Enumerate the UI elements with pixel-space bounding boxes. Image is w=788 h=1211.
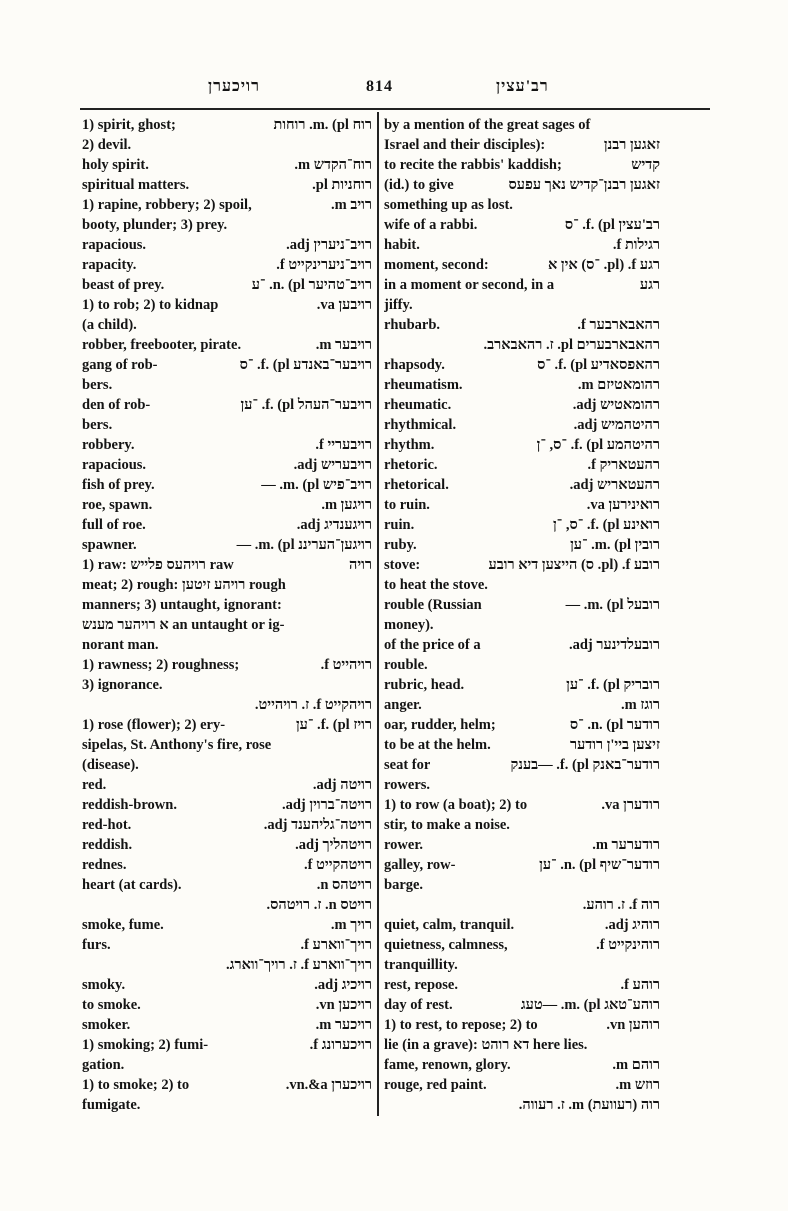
- yiddish-headword: רואינירען va.: [586, 497, 660, 513]
- dictionary-line: [82, 555, 372, 575]
- english-gloss: by a mention of the great sages of: [384, 117, 591, 133]
- yiddish-headword: רודער n. (pl. ־ס: [569, 717, 660, 733]
- yiddish-headword: רב'עצין f. (pl. ־ס: [564, 217, 660, 233]
- english-gloss: 1) spirit, ghost;: [82, 117, 176, 133]
- english-gloss: (id.) to give: [384, 177, 454, 193]
- english-gloss: roe, spawn.: [82, 497, 153, 513]
- dictionary-line: [82, 675, 372, 695]
- english-gloss: gang of rob-: [82, 357, 158, 373]
- dictionary-line: [384, 515, 660, 535]
- english-gloss: 1) smoking; 2) fumi-: [82, 1037, 209, 1053]
- yiddish-headword: רוהען vn.: [606, 1017, 660, 1033]
- english-gloss: 1) to smoke; 2) to: [82, 1077, 190, 1093]
- dictionary-line: [384, 955, 660, 975]
- english-gloss: to be at the helm.: [384, 737, 491, 753]
- yiddish-headword: רגע f. (pl. ־ס) אין א: [547, 257, 660, 273]
- dictionary-line: [82, 315, 372, 335]
- yiddish-headword: רויטהקייט f.: [304, 857, 372, 873]
- english-gloss: to smoke.: [82, 997, 141, 1013]
- english-gloss: gation.: [82, 1057, 125, 1073]
- dictionary-line: [82, 875, 372, 895]
- yiddish-headword: רוהיג adj.: [604, 917, 660, 933]
- yiddish-headword: רויכען vn.: [315, 997, 372, 1013]
- dictionary-line: [384, 795, 660, 815]
- dictionary-line: [384, 1055, 660, 1075]
- dictionary-line: [384, 475, 660, 495]
- english-gloss: day of rest.: [384, 997, 453, 1013]
- dictionary-line: [82, 935, 372, 955]
- english-gloss: rouble.: [384, 657, 428, 673]
- yiddish-headword: רוה (רעוועת) m. ז. רעווה.: [518, 1097, 660, 1113]
- yiddish-headword: רויהקייט f. ז. רויהייט.: [254, 697, 372, 713]
- yiddish-headword: רויהייט f.: [320, 657, 372, 673]
- english-gloss: habit.: [384, 237, 420, 253]
- english-gloss: holy spirit.: [82, 157, 149, 173]
- dictionary-line: [82, 275, 372, 295]
- dictionary-line: [384, 455, 660, 475]
- yiddish-headword: רהאבארבערים pl. ז. רהאבארב.: [483, 337, 660, 353]
- english-gloss: rednes.: [82, 857, 127, 873]
- english-gloss: rest, repose.: [384, 977, 458, 993]
- dictionary-line: [384, 375, 660, 395]
- english-gloss: rhythmical.: [384, 417, 457, 433]
- dictionary-line: [82, 135, 372, 155]
- dictionary-line: [384, 1015, 660, 1035]
- dictionary-line: [384, 355, 660, 375]
- yiddish-headword: רויבען va.: [316, 297, 372, 313]
- dictionary-line: [384, 415, 660, 435]
- dictionary-line: [384, 835, 660, 855]
- yiddish-headword: רובעל m. (pl. —: [565, 597, 660, 613]
- dictionary-line: [82, 1015, 372, 1035]
- yiddish-headword: זאגען רבנן־קדיש נאך עפעס: [508, 177, 660, 193]
- english-gloss: den of rob-: [82, 397, 151, 413]
- dictionary-line: [82, 415, 372, 435]
- yiddish-headword: רהאבארבער f.: [577, 317, 660, 333]
- dictionary-line: [384, 195, 660, 215]
- dictionary-line: [82, 395, 372, 415]
- yiddish-headword: רויבער m.: [315, 337, 372, 353]
- yiddish-headword: רהאפסאדיע f. (pl. ־ס: [537, 357, 660, 373]
- english-gloss: stir, to make a noise.: [384, 817, 510, 833]
- english-gloss: quietness, calmness,: [384, 937, 508, 953]
- english-gloss: tranquillity.: [384, 957, 458, 973]
- english-gloss: wife of a rabbi.: [384, 217, 478, 233]
- english-gloss: bers.: [82, 377, 113, 393]
- yiddish-headword: רויך m.: [330, 917, 372, 933]
- english-gloss: robber, freebooter, pirate.: [82, 337, 242, 353]
- dictionary-line: [82, 795, 372, 815]
- dictionary-line: [384, 815, 660, 835]
- yiddish-headword: רהיטהמיש adj.: [573, 417, 660, 433]
- yiddish-headword: רוח m. (pl. רוחות: [273, 117, 372, 133]
- dictionary-line: [384, 115, 660, 135]
- dictionary-line: [384, 855, 660, 875]
- english-gloss: sipelas, St. Anthony's fire, rose: [82, 737, 272, 753]
- english-gloss: 2) devil.: [82, 137, 132, 153]
- english-gloss: fish of prey.: [82, 477, 155, 493]
- english-gloss: rapacity.: [82, 257, 137, 273]
- yiddish-headword: רויכערונג f.: [309, 1037, 372, 1053]
- yiddish-headword: רויכער m.: [315, 1017, 372, 1033]
- yiddish-headword: רהומאטיש adj.: [572, 397, 660, 413]
- dictionary-line: [82, 475, 372, 495]
- english-gloss: to heat the stove.: [384, 577, 488, 593]
- english-gloss: seat for: [384, 757, 431, 773]
- yiddish-headword: רויבעריי f.: [315, 437, 372, 453]
- dictionary-line: [82, 255, 372, 275]
- dictionary-line: [384, 435, 660, 455]
- dictionary-line: [82, 595, 372, 615]
- english-gloss: rhubarb.: [384, 317, 441, 333]
- dictionary-line: [384, 635, 660, 655]
- yiddish-headword: רויב־פיש m. (pl. —: [261, 477, 372, 493]
- yiddish-headword: רוהם m.: [612, 1057, 660, 1073]
- dictionary-line: [384, 995, 660, 1015]
- english-gloss: quiet, calm, tranquil.: [384, 917, 515, 933]
- yiddish-headword: קדיש: [631, 157, 660, 173]
- english-gloss: booty, plunder; 3) prey.: [82, 217, 228, 233]
- english-gloss: rhetoric.: [384, 457, 438, 473]
- dictionary-line: [82, 655, 372, 675]
- dictionary-line: [384, 395, 660, 415]
- yiddish-headword: רויב־ניערינקייט f.: [276, 257, 372, 273]
- english-gloss: oar, rudder, helm;: [384, 717, 496, 733]
- english-gloss: rowers.: [384, 777, 431, 793]
- yiddish-headword: רודערן va.: [601, 797, 660, 813]
- yiddish-headword: רהיטהמע f. (pl. ־ס, ־ן: [536, 437, 660, 453]
- english-gloss: Israel and their disciples):: [384, 137, 546, 153]
- dictionary-line: [82, 955, 372, 975]
- english-gloss: in a moment or second, in a: [384, 277, 555, 293]
- yiddish-headword: רובע f. (pl. ס) הייצען דיא רובע: [488, 557, 660, 573]
- english-gloss: smoke, fume.: [82, 917, 164, 933]
- dictionary-line: [384, 1035, 660, 1055]
- english-gloss: rouble (Russian: [384, 597, 482, 613]
- yiddish-headword: רהעטאריש adj.: [569, 477, 660, 493]
- dictionary-line: [82, 495, 372, 515]
- dictionary-line: [384, 695, 660, 715]
- english-gloss: 1) rapine, robbery; 2) spoil,: [82, 197, 252, 213]
- dictionary-line: [82, 715, 372, 735]
- dictionary-line: [82, 615, 372, 635]
- yiddish-headword: רויטה adj.: [312, 777, 372, 793]
- english-gloss: bers.: [82, 417, 113, 433]
- dictionary-line: [82, 815, 372, 835]
- english-gloss: red.: [82, 777, 107, 793]
- yiddish-headword: רויה: [349, 557, 372, 573]
- dictionary-line: [82, 895, 372, 915]
- yiddish-headword: רויטהליך adj.: [295, 837, 372, 853]
- dictionary-line: [384, 875, 660, 895]
- dictionary-line: [384, 215, 660, 235]
- yiddish-headword: רויכיג adj.: [314, 977, 372, 993]
- yiddish-headword: רואינע f. (pl. ־ס, ־ן: [552, 517, 660, 533]
- yiddish-headword: רוחניות pl.: [312, 177, 372, 193]
- english-gloss: beast of prey.: [82, 277, 165, 293]
- yiddish-headword: זיצען ביי'ן רודער: [569, 737, 660, 753]
- english-gloss: smoky.: [82, 977, 126, 993]
- yiddish-headword: רובין m. (pl. ־ען: [570, 537, 660, 553]
- english-gloss: money).: [384, 617, 434, 633]
- dictionary-line: [384, 755, 660, 775]
- yiddish-headword: רויטה־גליהענד adj.: [263, 817, 372, 833]
- yiddish-headword: רוח־הקדש m.: [294, 157, 372, 173]
- english-gloss: (a child).: [82, 317, 137, 333]
- english-gloss: red-hot.: [82, 817, 132, 833]
- dictionary-line: [384, 255, 660, 275]
- dictionary-line: [384, 715, 660, 735]
- yiddish-headword: רוה f. ז. רוהע.: [582, 897, 660, 913]
- dictionary-line: [384, 895, 660, 915]
- yiddish-headword: רויבעריש adj.: [293, 457, 372, 473]
- yiddish-headword: רויגען־העריננ m. (pl. —: [236, 537, 372, 553]
- yiddish-headword: רוהע f.: [620, 977, 660, 993]
- english-gloss: 1) rawness; 2) roughness;: [82, 657, 240, 673]
- english-gloss: robbery.: [82, 437, 135, 453]
- dictionary-line: [384, 775, 660, 795]
- yiddish-headword: רויבער־העהל f. (pl. ־ען: [240, 397, 372, 413]
- dictionary-line: [384, 535, 660, 555]
- yiddish-headword: רויב־טהיער n. (pl. ־ע: [251, 277, 372, 293]
- english-gloss: galley, row-: [384, 857, 456, 873]
- dictionary-line: [82, 835, 372, 855]
- dictionary-line: [82, 775, 372, 795]
- english-gloss: reddish-brown.: [82, 797, 177, 813]
- yiddish-headword: רויך־ווארע f.: [300, 937, 372, 953]
- dictionary-line: [384, 575, 660, 595]
- dictionary-line: [384, 235, 660, 255]
- english-gloss: rouge, red paint.: [384, 1077, 487, 1093]
- english-gloss: 3) ignorance.: [82, 677, 163, 693]
- yiddish-headword: רגע: [639, 277, 660, 293]
- dictionary-line: [384, 315, 660, 335]
- yiddish-headword: רודער־באנק f. (pl. —בענק: [510, 757, 660, 773]
- dictionary-line: [384, 675, 660, 695]
- english-gloss: something up as lost.: [384, 197, 513, 213]
- dictionary-line: [384, 915, 660, 935]
- dictionary-line: [82, 1055, 372, 1075]
- yiddish-headword: רגילות f.: [612, 237, 660, 253]
- english-gloss: rhetorical.: [384, 477, 449, 493]
- english-gloss: rhythm.: [384, 437, 435, 453]
- dictionary-line: [82, 335, 372, 355]
- dictionary-line: [82, 115, 372, 135]
- yiddish-headword: רויכערן vn.&a.: [285, 1077, 372, 1093]
- column-divider: [377, 112, 379, 1116]
- dictionary-line: [82, 535, 372, 555]
- dictionary-line: [384, 655, 660, 675]
- english-gloss: lie (in a grave): דא רוהט here lies.: [384, 1037, 588, 1053]
- right-column: [384, 115, 660, 1115]
- header-rule: [80, 108, 710, 110]
- page-number: 814: [366, 78, 393, 95]
- yiddish-headword: רויגענדיג adj.: [296, 517, 372, 533]
- dictionary-line: [82, 1095, 372, 1115]
- english-gloss: to ruin.: [384, 497, 430, 513]
- dictionary-line: [384, 935, 660, 955]
- english-gloss: manners; 3) untaught, ignorant:: [82, 597, 282, 613]
- yiddish-headword: רהעטאריק f.: [587, 457, 660, 473]
- english-gloss: 1) to row (a boat); 2) to: [384, 797, 528, 813]
- dictionary-line: [384, 335, 660, 355]
- dictionary-line: [82, 575, 372, 595]
- dictionary-line: [82, 635, 372, 655]
- yiddish-headword: רויטהס n.: [316, 877, 372, 893]
- english-gloss: of the price of a: [384, 637, 481, 653]
- yiddish-headword: רויב m.: [331, 197, 372, 213]
- dictionary-line: [82, 355, 372, 375]
- english-gloss: meat; 2) rough: רויהע זיטען rough: [82, 577, 286, 593]
- english-gloss: moment, second:: [384, 257, 489, 273]
- yiddish-headword: רויגען m.: [321, 497, 372, 513]
- yiddish-headword: רוהע־טאג m. (pl. —טעג: [520, 997, 660, 1013]
- yiddish-headword: רויטס n. ז. רויטהס.: [266, 897, 372, 913]
- dictionary-line: [82, 915, 372, 935]
- english-gloss: fame, renown, glory.: [384, 1057, 511, 1073]
- running-head-right: רב'עצין: [496, 78, 549, 95]
- english-gloss: ruby.: [384, 537, 417, 553]
- dictionary-line: [384, 615, 660, 635]
- english-gloss: rapacious.: [82, 457, 147, 473]
- yiddish-headword: רוגז m.: [620, 697, 660, 713]
- dictionary-line: [82, 235, 372, 255]
- running-head-left: רויכערן: [208, 78, 260, 95]
- dictionary-line: [82, 435, 372, 455]
- english-gloss: rhapsody.: [384, 357, 445, 373]
- english-gloss: stove:: [384, 557, 421, 573]
- dictionary-line: [82, 295, 372, 315]
- dictionary-line: [384, 135, 660, 155]
- yiddish-headword: רויך־ווארע f. ז. רויך־ווארג.: [226, 957, 372, 973]
- english-gloss: 1) raw: רויהעס פלייש raw: [82, 557, 234, 573]
- dictionary-line: [82, 1075, 372, 1095]
- yiddish-headword: רובעלדינער adj.: [568, 637, 660, 653]
- english-gloss: to recite the rabbis' kaddish;: [384, 157, 562, 173]
- dictionary-line: [384, 555, 660, 575]
- dictionary-line: [384, 975, 660, 995]
- english-gloss: א רויהער מענש an untaught or ig-: [82, 617, 285, 633]
- english-gloss: anger.: [384, 697, 422, 713]
- english-gloss: 1) to rest, to repose; 2) to: [384, 1017, 538, 1033]
- english-gloss: rubric, head.: [384, 677, 465, 693]
- english-gloss: 1) to rob; 2) to kidnap: [82, 297, 219, 313]
- dictionary-line: [82, 375, 372, 395]
- left-column: [82, 115, 372, 1115]
- dictionary-line: [82, 695, 372, 715]
- english-gloss: rapacious.: [82, 237, 147, 253]
- dictionary-line: [82, 515, 372, 535]
- dictionary-line: [82, 975, 372, 995]
- english-gloss: 1) rose (flower); 2) ery-: [82, 717, 226, 733]
- english-gloss: rheumatism.: [384, 377, 463, 393]
- english-gloss: spawner.: [82, 537, 137, 553]
- dictionary-line: [82, 755, 372, 775]
- english-gloss: fumigate.: [82, 1097, 141, 1113]
- dictionary-line: [384, 595, 660, 615]
- english-gloss: ruin.: [384, 517, 415, 533]
- dictionary-line: [82, 195, 372, 215]
- yiddish-headword: רויב־ניערין adj.: [286, 237, 372, 253]
- dictionary-line: [384, 735, 660, 755]
- english-gloss: smoker.: [82, 1017, 131, 1033]
- english-gloss: (disease).: [82, 757, 139, 773]
- yiddish-headword: רוהינקייט f.: [596, 937, 660, 953]
- yiddish-headword: זאגען רבנן: [603, 137, 660, 153]
- english-gloss: rower.: [384, 837, 424, 853]
- english-gloss: jiffy.: [384, 297, 413, 313]
- dictionary-line: [82, 735, 372, 755]
- dictionary-line: [82, 995, 372, 1015]
- yiddish-headword: רוזש m.: [615, 1077, 660, 1093]
- english-gloss: norant man.: [82, 637, 159, 653]
- yiddish-headword: רהומאטיזם m.: [577, 377, 660, 393]
- yiddish-headword: רויטה־ברוין adj.: [281, 797, 372, 813]
- dictionary-line: [384, 495, 660, 515]
- english-gloss: reddish.: [82, 837, 133, 853]
- yiddish-headword: רובריק f. (pl. ־ען: [566, 677, 660, 693]
- dictionary-line: [384, 175, 660, 195]
- dictionary-line: [82, 175, 372, 195]
- yiddish-headword: רודערער m.: [592, 837, 660, 853]
- english-gloss: spiritual matters.: [82, 177, 190, 193]
- yiddish-headword: רויז f. (pl. ־ען: [295, 717, 372, 733]
- dictionary-line: [82, 855, 372, 875]
- dictionary-line: [82, 215, 372, 235]
- dictionary-line: [82, 1035, 372, 1055]
- english-gloss: full of roe.: [82, 517, 146, 533]
- yiddish-headword: רויבער־באנדע f. (pl. ־ס: [239, 357, 372, 373]
- dictionary-line: [82, 155, 372, 175]
- dictionary-line: [384, 295, 660, 315]
- yiddish-headword: רודער־שיף n. (pl. ־ען: [539, 857, 660, 873]
- dictionary-line: [384, 1075, 660, 1095]
- english-gloss: heart (at cards).: [82, 877, 182, 893]
- english-gloss: rheumatic.: [384, 397, 452, 413]
- english-gloss: furs.: [82, 937, 111, 953]
- dictionary-line: [384, 155, 660, 175]
- dictionary-line: [384, 1095, 660, 1115]
- english-gloss: barge.: [384, 877, 424, 893]
- dictionary-line: [384, 275, 660, 295]
- dictionary-line: [82, 455, 372, 475]
